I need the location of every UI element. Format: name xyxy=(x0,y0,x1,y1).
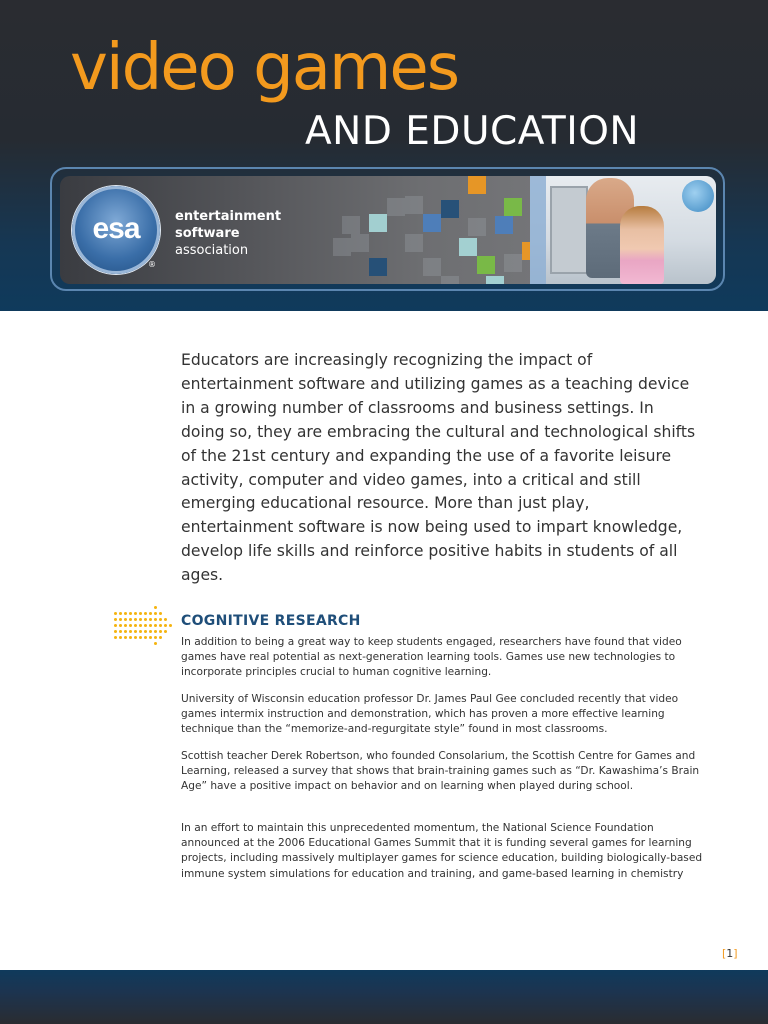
section-paragraph-2: University of Wisconsin education professor Dr. James Paul Gee concluded recently that video games intermix instruction and demonstration, which has proven a more effective learning technique than the “memorize-and-regurgitate style” found in most classrooms. xyxy=(181,693,679,736)
arrow-dot xyxy=(159,624,162,627)
arrow-dot xyxy=(144,618,147,621)
arrow-dot xyxy=(144,612,147,615)
arrow-dot xyxy=(159,612,162,615)
pixel-square xyxy=(459,238,477,256)
pixel-square xyxy=(486,276,504,284)
page-bracket-close: ] xyxy=(733,947,738,960)
arrow-dot xyxy=(154,624,157,627)
dotted-arrow-icon xyxy=(114,602,174,648)
page-number-value: 1 xyxy=(726,947,734,960)
arrow-dot xyxy=(119,636,122,639)
pixel-square xyxy=(369,258,387,276)
section-paragraph-3: Scottish teacher Derek Robertson, who founded Consolarium, the Scottish Centre for Games and Learning, released a survey that shows that brain-training games such as “Dr. Kawashima’s Brain Age” have a positive impact on behavior and on learning when played during school. xyxy=(181,750,700,793)
arrow-dot xyxy=(114,624,117,627)
section-heading: COGNITIVE RESEARCH xyxy=(181,613,361,629)
title-main: video games xyxy=(70,31,459,105)
pixel-square xyxy=(504,254,522,272)
arrow-dot xyxy=(119,624,122,627)
esa-logo-text: esa xyxy=(92,212,140,245)
arrow-dot xyxy=(144,624,147,627)
pixel-square xyxy=(387,198,405,216)
arrow-dot xyxy=(149,636,152,639)
pixel-square xyxy=(423,214,441,232)
pixel-square xyxy=(342,216,360,234)
arrow-dot xyxy=(154,630,157,633)
arrow-dot xyxy=(154,636,157,639)
arrow-dot xyxy=(159,618,162,621)
pixel-square xyxy=(369,214,387,232)
globe-icon xyxy=(682,180,714,212)
arrow-dot xyxy=(139,630,142,633)
arrow-dot xyxy=(164,618,167,621)
arrow-dot xyxy=(129,618,132,621)
arrow-dot xyxy=(139,618,142,621)
arrow-dot xyxy=(149,618,152,621)
arrow-dot xyxy=(139,612,142,615)
title-sub: AND EDUCATION xyxy=(305,109,640,154)
esa-logo xyxy=(72,186,160,274)
arrow-dot xyxy=(114,612,117,615)
esa-banner xyxy=(60,176,716,284)
esa-org-name xyxy=(175,208,281,259)
arrow-dot xyxy=(129,630,132,633)
footer-band xyxy=(0,970,768,1024)
arrow-dot xyxy=(149,630,152,633)
arrow-dot xyxy=(139,636,142,639)
arrow-dot xyxy=(169,624,172,627)
arrow-dot xyxy=(114,630,117,633)
arrow-dot xyxy=(139,624,142,627)
computer-monitor xyxy=(550,186,588,274)
arrow-dot xyxy=(134,630,137,633)
pixel-square xyxy=(441,276,459,284)
teacher-child-photo xyxy=(530,176,716,284)
arrow-dot xyxy=(154,612,157,615)
arrow-dot xyxy=(129,612,132,615)
pixel-square xyxy=(441,200,459,218)
pixel-squares-graphic xyxy=(315,176,555,284)
registered-mark: ® xyxy=(148,260,156,269)
arrow-dot xyxy=(164,624,167,627)
arrow-dot xyxy=(149,612,152,615)
arrow-dot xyxy=(154,618,157,621)
arrow-dot xyxy=(129,624,132,627)
arrow-dot xyxy=(149,624,152,627)
arrow-dot xyxy=(134,636,137,639)
arrow-dot xyxy=(154,606,157,609)
intro-paragraph: Educators are increasingly recognizing the impact of entertainment software and utilizing games as a teaching device in a growing number of classrooms and business settings. In doing so, they are embracing the cultural and technological shifts of the 21st century and expanding the use of a favorite leisure activity, computer and video games, into a critical and still emerging educational resource. More than just play, entertainment software is now being used to impart knowledge, develop life skills and reinforce positive habits in students of all ages. xyxy=(181,351,696,585)
arrow-dot xyxy=(134,612,137,615)
section-paragraph-4: In an effort to maintain this unprecedented momentum, the National Science Foundation announced at the 2006 Educational Games Summit that it is funding several games for learning projects, including massively multiplayer games for science education, building biologically-based immune system simulations for education and training, and game-based learning in chemistry xyxy=(181,822,703,880)
arrow-dot xyxy=(129,636,132,639)
arrow-dot xyxy=(134,624,137,627)
arrow-dot xyxy=(134,618,137,621)
pixel-square xyxy=(405,196,423,214)
org-line-2: software xyxy=(175,226,240,241)
page-number xyxy=(722,947,738,960)
section-paragraph-1: In addition to being a great way to keep students engaged, researchers have found that video games have real potential as next-generation learning tools. Games use new technologies to incorporate principles crucial to human cognitive learning. xyxy=(181,636,682,679)
pixel-square xyxy=(477,256,495,274)
child-figure xyxy=(620,206,664,284)
arrow-dot xyxy=(124,624,127,627)
arrow-dot xyxy=(144,636,147,639)
arrow-dot xyxy=(119,618,122,621)
arrow-dot xyxy=(119,612,122,615)
arrow-dot xyxy=(124,636,127,639)
arrow-dot xyxy=(119,630,122,633)
arrow-dot xyxy=(124,612,127,615)
pixel-square xyxy=(333,238,351,256)
pixel-square xyxy=(351,234,369,252)
photo-stripe xyxy=(530,176,546,284)
arrow-dot xyxy=(164,630,167,633)
arrow-dot xyxy=(159,630,162,633)
pixel-square xyxy=(468,218,486,236)
pixel-square xyxy=(405,234,423,252)
arrow-dot xyxy=(124,630,127,633)
arrow-dot xyxy=(144,630,147,633)
page-bracket-open: [ xyxy=(722,947,727,960)
arrow-dot xyxy=(154,642,157,645)
pixel-square xyxy=(495,216,513,234)
pixel-square xyxy=(423,258,441,276)
arrow-dot xyxy=(159,636,162,639)
org-line-3: association xyxy=(175,243,249,258)
org-line-1: entertainment xyxy=(175,209,282,224)
pixel-square xyxy=(504,198,522,216)
arrow-dot xyxy=(114,618,117,621)
pixel-square xyxy=(468,176,486,194)
arrow-dot xyxy=(114,636,117,639)
arrow-dot xyxy=(124,618,127,621)
